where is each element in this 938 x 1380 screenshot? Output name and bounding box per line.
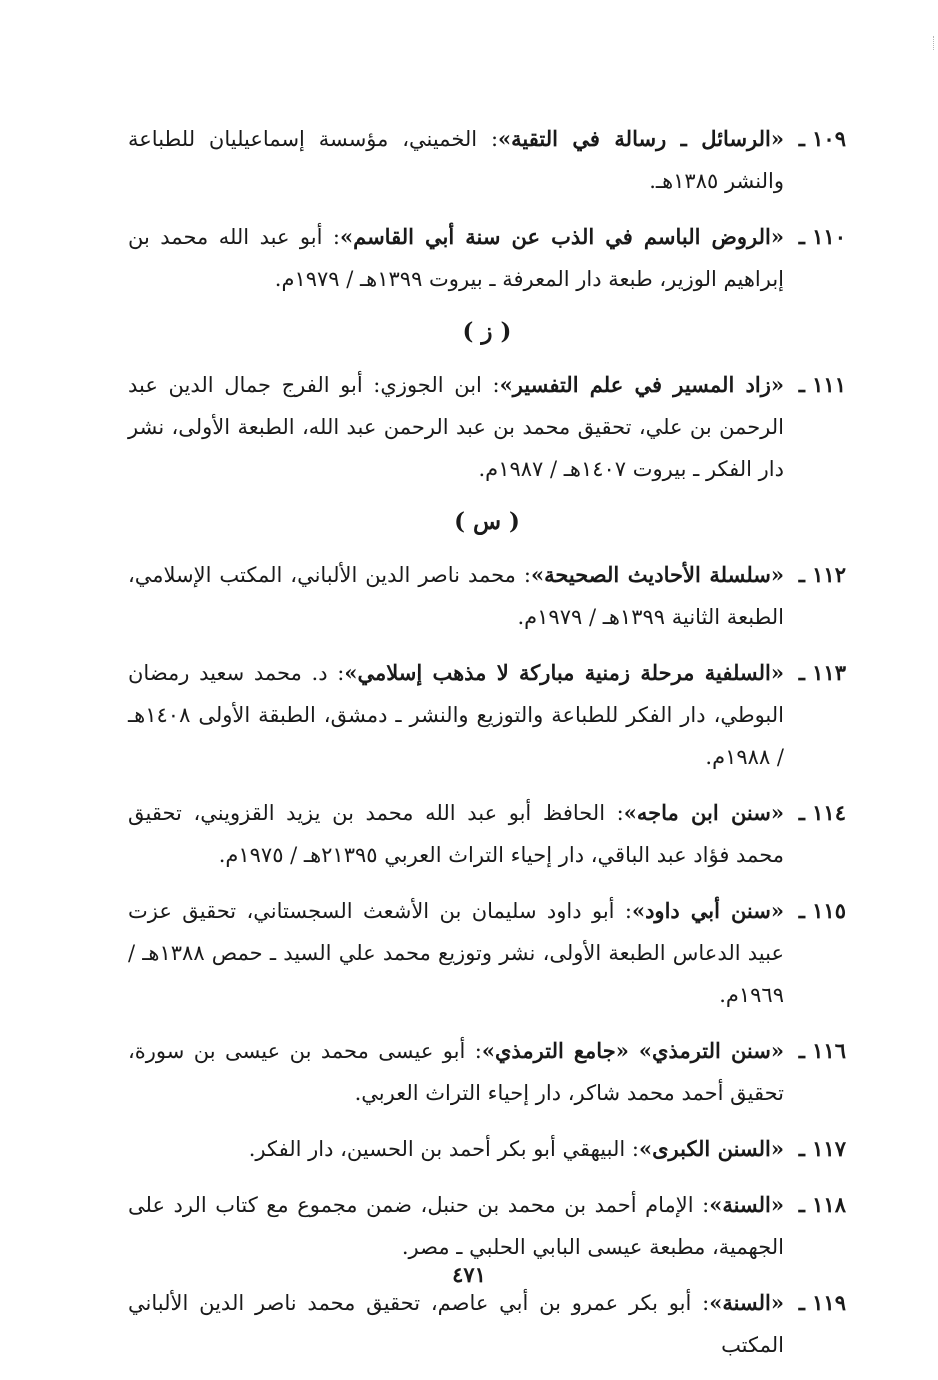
entry-title: «الروض الباسم في الذب عن سنة أبي القاسم» <box>339 224 784 249</box>
entry-details: : أبو داود سليمان بن الأشعث السجستاني، تحقيق عزت عبيد الدعاس الطبعة الأولى، نشر وتوزيع محمد علي السيد ـ حمص ١٣٨٨هـ / ١٩٦٩م. <box>128 899 784 1007</box>
entry-details: : الإمام أحمد بن محمد بن حنبل، ضمن مجموع مع كتاب الرد على الجهمية، مطبعة عيسى البابي الحلبي ـ مصر. <box>128 1193 784 1259</box>
entry-number: ١١٢ ـ <box>798 562 846 587</box>
bibliography-entry-117 <box>128 1128 846 1170</box>
entry-title: «السنة» <box>709 1290 784 1315</box>
bibliography-entry-115 <box>128 890 846 1016</box>
bibliography-entry-118 <box>128 1184 846 1268</box>
section-heading-sin: ( س ) <box>454 508 520 535</box>
margin-mark <box>931 36 934 50</box>
entry-details: : محمد ناصر الدين الألباني، المكتب الإسلامي، الطبعة الثانية ١٣٩٩هـ / ١٩٧٩م. <box>128 563 784 629</box>
entry-title: «السلفية مرحلة زمنية مباركة لا مذهب إسلامي» <box>344 660 784 685</box>
bibliography-page <box>128 118 846 1380</box>
entry-title: «سنن الترمذي» «جامع الترمذي» <box>481 1038 784 1063</box>
bibliography-entry-114 <box>128 792 846 876</box>
entry-details: : الخميني، مؤسسة إسماعيليان للطباعة والنشر ١٣٨٥هـ. <box>128 127 784 193</box>
entry-title: «سلسلة الأحاديث الصحيحة» <box>530 562 784 587</box>
entry-details: : د. محمد سعيد رمضان البوطي، دار الفكر للطباعة والتوزيع والنشر ـ دمشق، الطبقة الأولى ١٤٠٨هـ / ١٩٨٨م. <box>128 661 784 769</box>
entry-number: ١١٧ ـ <box>798 1136 846 1161</box>
bibliography-entry-111 <box>128 364 846 490</box>
entry-details: : أبو عبد الله محمد بن إبراهيم الوزير، طبعة دار المعرفة ـ بيروت ١٣٩٩هـ / ١٩٧٩م. <box>128 225 784 291</box>
bibliography-entry-109 <box>128 118 846 202</box>
page-number: ٤٧١ <box>452 1262 486 1287</box>
entry-title: «سنن أبي داود» <box>631 898 784 923</box>
entry-details: : أبو عيسى محمد بن عيسى بن سورة، تحقيق أحمد محمد شاكر، دار إحياء التراث العربي. <box>128 1039 784 1105</box>
entry-number: ١١٩ ـ <box>798 1290 846 1315</box>
entry-title: «الرسائل ـ رسالة في التقية» <box>498 126 784 151</box>
entry-title: «زاد المسير في علم التفسير» <box>499 372 784 397</box>
entry-details: : أبو بكر عمرو بن أبي عاصم، تحقيق محمد ناصر الدين الألباني المكتب <box>128 1291 784 1357</box>
entry-number: ١١٨ ـ <box>798 1192 846 1217</box>
entry-number: ١١١ ـ <box>798 372 846 397</box>
bibliography-entry-119 <box>128 1282 846 1366</box>
entry-number: ١١٤ ـ <box>798 800 846 825</box>
entry-number: ١٠٩ ـ <box>798 126 846 151</box>
entry-title: «السنة» <box>709 1192 784 1217</box>
entry-details: : الحافظ أبو عبد الله محمد بن يزيد القزويني، تحقيق محمد فؤاد عبد الباقي، دار إحياء التراث العربي ٢١٣٩٥هـ / ١٩٧٥م. <box>128 801 784 867</box>
bibliography-entry-112 <box>128 554 846 638</box>
entry-title: «السنن الكبرى» <box>638 1136 784 1161</box>
entry-number: ١١٥ ـ <box>798 898 846 923</box>
entry-number: ١١٣ ـ <box>798 660 846 685</box>
bibliography-entry-113 <box>128 652 846 778</box>
entry-title: «سنن ابن ماجه» <box>623 800 784 825</box>
entry-number: ١١٠ ـ <box>798 224 846 249</box>
section-heading-zay: ( ز ) <box>462 318 512 345</box>
entry-number: ١١٦ ـ <box>798 1038 846 1063</box>
bibliography-entry-110 <box>128 216 846 300</box>
bibliography-entry-116 <box>128 1030 846 1114</box>
entry-details: : البيهقي أبو بكر أحمد بن الحسين، دار الفكر. <box>248 1137 639 1161</box>
entry-details: : ابن الجوزي: أبو الفرج جمال الدين عبد الرحمن بن علي، تحقيق محمد بن عبد الرحمن عبد الله، الطبعة الأولى، نشر دار الفكر ـ بيروت ١٤٠٧هـ / ١٩٨٧م. <box>128 373 784 481</box>
